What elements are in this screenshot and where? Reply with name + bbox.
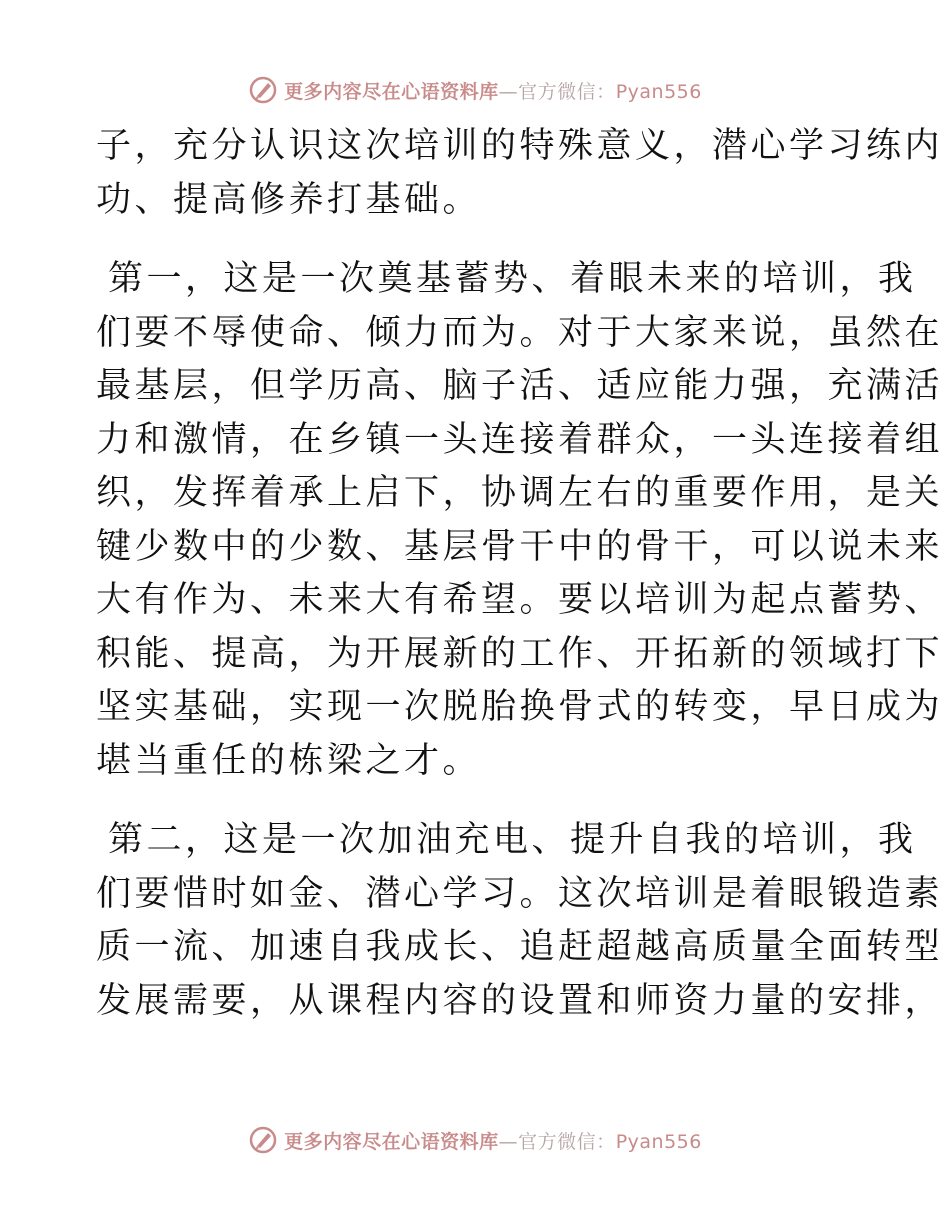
- watermark-sub-text: —官方微信：: [498, 80, 616, 103]
- text-line: 织，发挥着承上启下，协调左右的重要作用，是关: [96, 473, 944, 513]
- text-line: 功、提高修养打基础。: [96, 179, 482, 220]
- footer-watermark: [0, 1120, 950, 1160]
- watermark-wechat-id: Pyan556: [615, 80, 702, 103]
- text-line: 大有作为、未来大有希望。要以培训为起点蓄势、: [96, 580, 944, 620]
- text-line: 最基层，但学历高、脑子活、适应能力强，充满活: [96, 366, 944, 406]
- paragraph-2: [96, 253, 944, 788]
- watermark-sub-text: —官方微信：: [498, 1130, 616, 1153]
- text-line: 们要惜时如金、潜心学习。这次培训是着眼锻造素: [96, 873, 944, 914]
- text-line: 第二，这是一次加油充电、提升自我的培训，我: [108, 820, 917, 860]
- text-line: 子，充分认识这次培训的特殊意义，潜心学习练内: [96, 126, 944, 166]
- text-line: 质一流、加速自我成长、追赶超越高质量全面转型: [96, 927, 944, 967]
- text-line: 力和激情，在乡镇一头连接着群众，一头连接着组: [96, 419, 944, 460]
- text-line: 坚实基础，实现一次脱胎换骨式的转变，早日成为: [96, 687, 944, 727]
- pen-logo-icon: [248, 75, 278, 105]
- pen-logo-icon: [248, 1125, 278, 1155]
- paragraph-1: [96, 120, 944, 227]
- header-watermark: [0, 70, 950, 110]
- document-body: [96, 120, 944, 1028]
- text-line: 发展需要，从课程内容的设置和师资力量的安排，: [96, 980, 944, 1021]
- paragraph-3: [96, 814, 944, 1028]
- text-line: 键少数中的少数、基层骨干中的骨干，可以说未来: [96, 526, 944, 567]
- watermark-main-text: 更多内容尽在心语资料库: [284, 80, 499, 103]
- text-line: 第一，这是一次奠基蓄势、着眼未来的培训，我: [108, 259, 917, 299]
- watermark-wechat-id: Pyan556: [615, 1130, 702, 1153]
- watermark-main-text: 更多内容尽在心语资料库: [284, 1130, 499, 1153]
- text-line: 们要不辱使命、倾力而为。对于大家来说，虽然在: [96, 312, 944, 353]
- text-line: 堪当重任的栋梁之才。: [96, 740, 482, 781]
- text-line: 积能、提高，为开展新的工作、开拓新的领域打下: [96, 633, 944, 674]
